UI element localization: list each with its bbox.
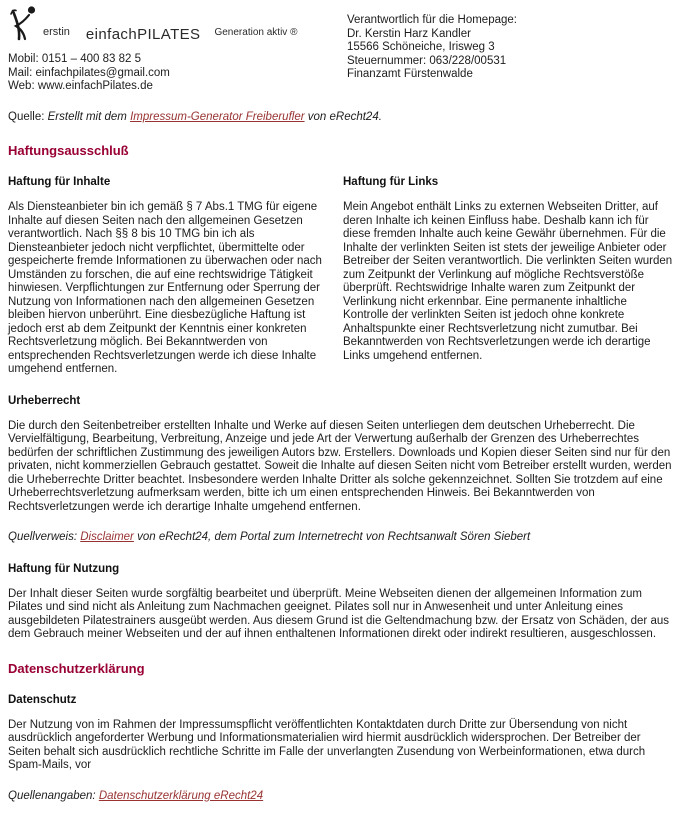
- header-left: [8, 8, 347, 94]
- datenschutzerklaerung-link[interactable]: Datenschutzerklärung eRecht24: [98, 789, 264, 802]
- responsible-block: [347, 8, 675, 94]
- quellverweis-suffix: von eRecht24, dem Portal zum Internetrecht von Rechtsanwalt Sören Siebert: [133, 531, 531, 543]
- quellenangaben-line: [8, 790, 675, 804]
- urheberrecht-title: Urheberrecht: [8, 394, 81, 407]
- page-header: [8, 8, 675, 94]
- brand-logo-k-icon: [8, 4, 42, 47]
- haftung-inhalte-paragraph: Als Diensteanbieter bin ich gemäß § 7 Abs.1 TMG für eigene Inhalte auf diesen Seiten nach den allgemeinen Gesetzen verantwortlich. Nach §§ 8 bis 10 TMG bin ich als Diensteanbieter jedoch nicht verpflichtet, übermittelte oder gespeicherte fremde Informationen zu überwachen oder nach Umständen zu forschen, die auf eine rechtswidrige Tätigkeit hinwiesen. Verpflichtungen zur Entfernung oder Sperrung der Nutzung von Informationen nach den allgemeinen Gesetzen bleiben hiervon unberührt. Eine diesbezügliche Haftung ist jedoch erst ab dem Zeitpunkt der Kenntnis einer konkreten Rechtsverletzung möglich. Bei Bekanntwerden von entsprechenden Rechtsverletzungen werde ich diese Inhalte umgehend entfernen.: [8, 201, 322, 375]
- disclaimer-title: Haftungsausschluß: [8, 143, 129, 158]
- source-suffix: von eRecht24.: [304, 110, 382, 123]
- responsible-taxnumber: Steuernummer: 063/228/00531: [346, 54, 507, 67]
- contact-mobile: Mobil: 0151 – 400 83 82 5: [8, 53, 141, 65]
- contact-mail: Mail: einfachpilates@gmail.com: [8, 66, 170, 79]
- two-column-section: [8, 158, 675, 377]
- haftung-nutzung-paragraph: Der Inhalt dieser Seiten wurde sorgfältig bearbeitet und überprüft. Meine Webseiten dienen der allgemeinen Information zum Pilates und sind nicht als Anleitung zum Nachmachen geeignet. Pilates soll nur in Anwesenheit und unter Anleitung eines ausgebildeten Pilatestrainers ausgeübt werden. Aus diesem Grund ist die Geltendmachung bzw. der Ersatz von Schäden, der aus dem Gebrauch meiner Webseiten und der auf ihnen enthaltenen Informationen direkt oder indirekt resultieren, ausgeschlossen.: [8, 587, 670, 640]
- responsible-address: 15566 Schöneiche, Irisweg 3: [346, 41, 495, 53]
- responsible-taxoffice: Finanzamt Fürstenwalde: [346, 68, 473, 80]
- datenschutz-title: Datenschutz: [8, 693, 77, 706]
- datenschutz-paragraph: Der Nutzung von im Rahmen der Impressumspflicht veröffentlichten Kontaktdaten durch Dritte zur Übersendung von nicht ausdrücklich angeforderter Werbung und Informationsmaterialien wird hiermit ausdrücklich widersprochen. Der Betreiber der Seiten behalt sich ausdrücklich rechtliche Schritte im Falle der unverlangten Zusendung von Werbeinformationen, etwa durch Spam-Mails, vor: [8, 718, 646, 771]
- quellverweis-line: [8, 531, 675, 545]
- privacy-title: Datenschutzerklärung: [8, 660, 145, 676]
- source-line: [8, 111, 675, 125]
- urheberrecht-paragraph: Die durch den Seitenbetreiber erstellten Inhalte und Werke auf diesen Seiten unterliegen dem deutschen Urheberrecht. Die Vervielfältigung, Bearbeitung, Verbreitung, Anzeige und jede Art der Verwertung außerhalb der Grenzen des Urheberrechtes bedürfen der schriftlichen Zustimmung des jeweiligen Autors bzw. Erstellers. Downloads und Kopien dieser Seiten sind nur für den privaten, nicht kommerziellen Gebrauch gestattet. Soweit die Inhalte auf diesen Seiten nicht vom Betreiber erstellt wurden, werden die Urheberrechte Dritter beachtet. Insbesondere werden Inhalte Dritter als solche gekennzeichnet. Sollten Sie trotzdem auf eine Urheberrechtsverletzung aufmerksam werden, bitte ich um einen entsprechenden Hinweis. Bei Bekanntwerden von Rechtsverletzungen werde ich derartige Inhalte umgehend entfernen.: [8, 419, 672, 513]
- disclaimer-link[interactable]: Disclaimer: [80, 531, 134, 543]
- haftung-links-paragraph: Mein Angebot enthält Links zu externen Webseiten Dritter, auf deren Inhalte ich keinen Einfluss habe. Deshalb kann ich für diese fremden Inhalte auch keine Gewähr übernehmen. Für die Inhalte der verlinkten Seiten ist stets der jeweilige Anbieter oder Betreiber der Seiten verantwortlich. Die verlinkten Seiten wurden zum Zeitpunkt der Verlinkung auf mögliche Rechtsverstöße überprüft. Rechtswidrige Inhalte waren zum Zeitpunkt der Verlinkung nicht erkennbar. Eine permanente inhaltliche Kontrolle der verlinkten Seiten ist jedoch ohne konkrete Anhaltspunkte einer Rechtsverletzung nicht zumutbar. Bei Bekanntwerden von Rechtsverletzungen werde ich derartige Links umgehend entfernen.: [343, 201, 673, 362]
- responsible-heading: Verantwortlich für die Homepage:: [346, 14, 517, 26]
- brand-name-rest: erstin: [43, 25, 70, 38]
- column-haftung-links: [343, 158, 675, 377]
- brand-title: einfachPILATES: [85, 25, 201, 43]
- quellenangaben-label: Quellenangaben:: [8, 789, 99, 802]
- brand-row: [8, 8, 347, 46]
- source-label: Quelle:: [8, 110, 48, 123]
- haftung-nutzung-title: Haftung für Nutzung: [8, 562, 120, 575]
- contact-block: [8, 53, 347, 94]
- haftung-links-title: Haftung für Links: [343, 176, 439, 188]
- contact-web: Web: www.einfachPilates.de: [8, 80, 153, 92]
- brand-tagline: Generation aktiv ®: [214, 26, 298, 38]
- responsible-name: Dr. Kerstin Harz Kandler: [346, 27, 471, 40]
- haftung-inhalte-title: Haftung für Inhalte: [8, 176, 111, 188]
- source-prefix: Erstellt mit dem: [47, 110, 131, 123]
- column-haftung-inhalte: [8, 158, 343, 377]
- impressum-generator-link[interactable]: Impressum-Generator Freiberufler: [130, 110, 305, 123]
- quellverweis-label: Quellverweis:: [8, 531, 81, 543]
